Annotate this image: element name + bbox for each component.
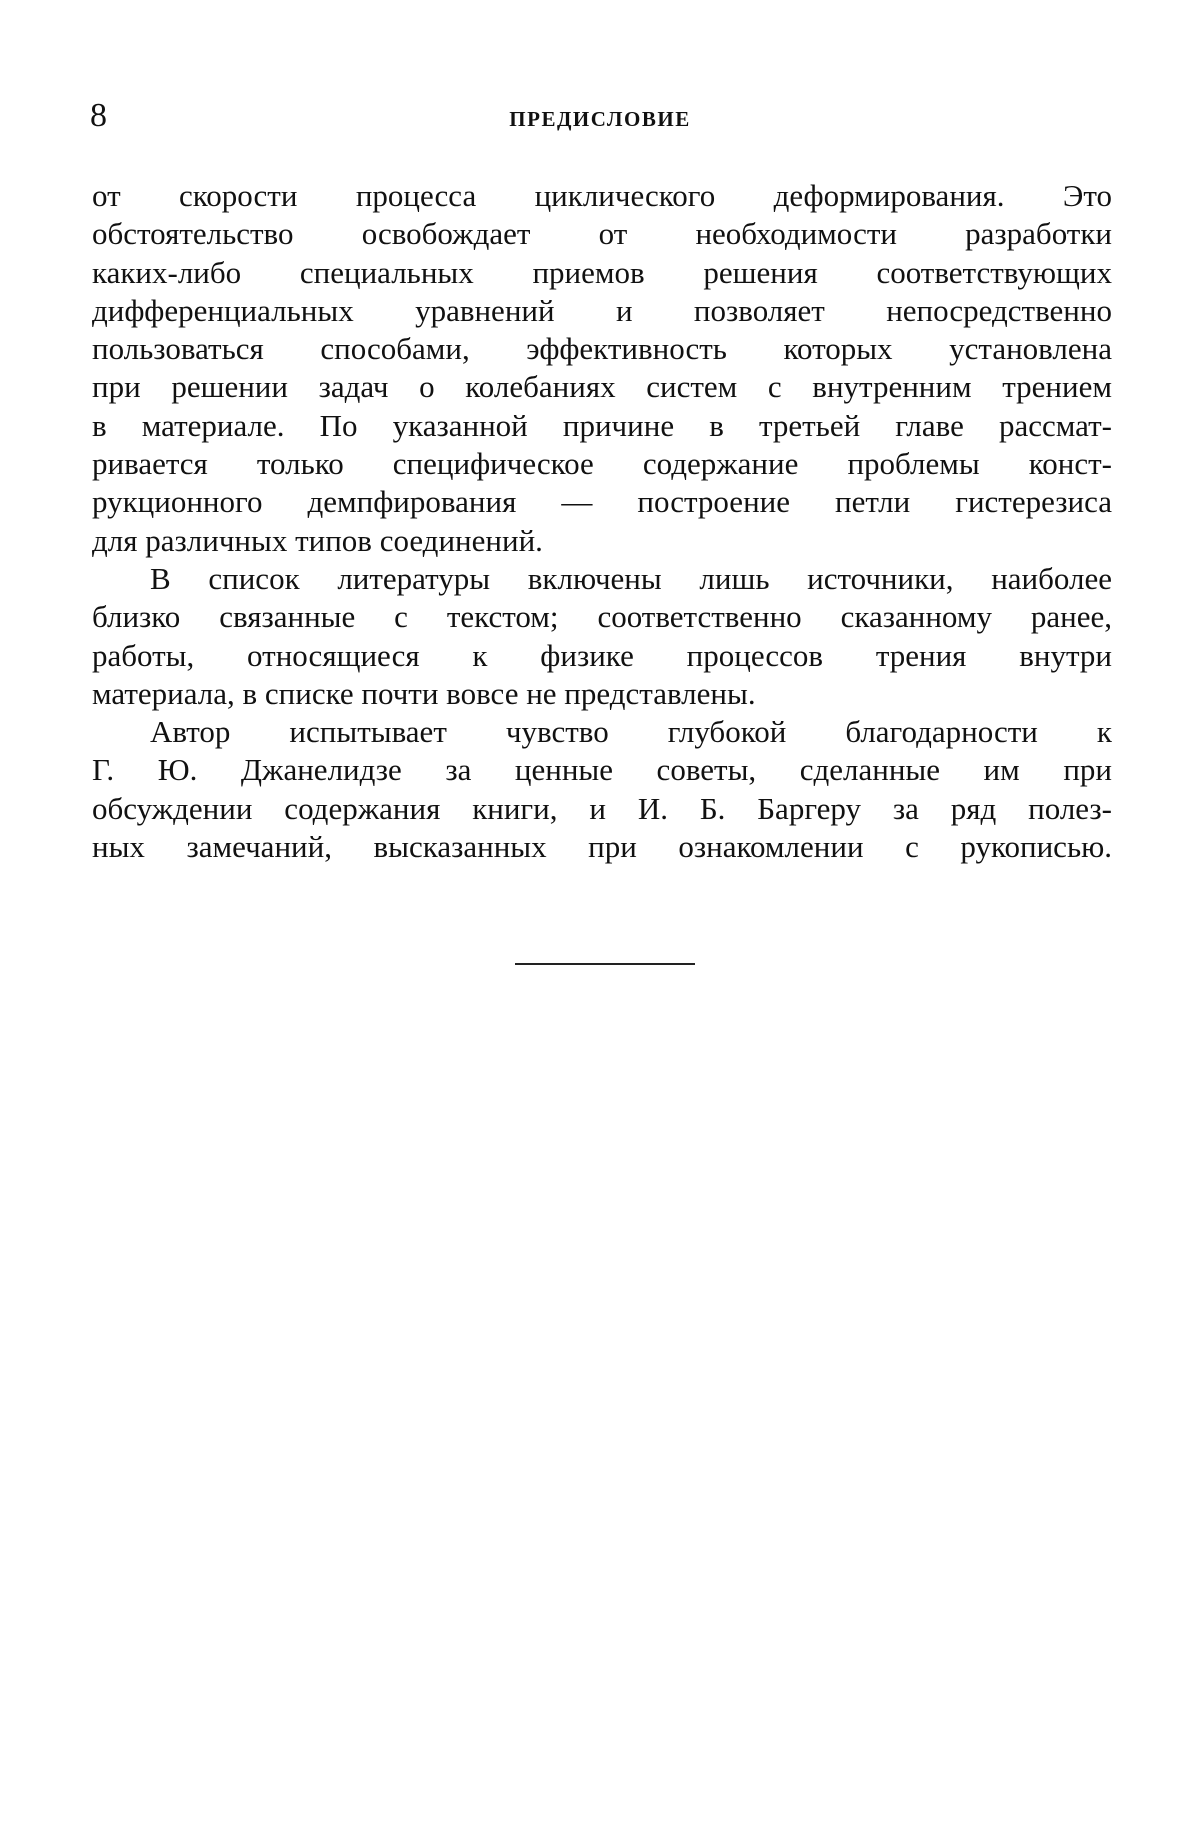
text-line: от скорости процесса циклического деформирования. Это: [92, 178, 1112, 213]
text-line: В список литературы включены лишь источники, наиболее: [150, 560, 1112, 596]
text-line: материала, в списке почти вовсе не представлены.: [92, 675, 756, 711]
text-line: для различных типов соединений.: [92, 522, 543, 558]
body-text: [92, 177, 1112, 866]
text-line: работы, относящиеся к физике процессов трения внутри: [92, 637, 1112, 673]
text-line: каких-либо специальных приемов решения соответствующих: [92, 254, 1112, 290]
running-title: ПРЕДИСЛОВИЕ: [509, 107, 691, 131]
text-line: дифференциальных уравнений и позволяет непосредственно: [92, 292, 1112, 328]
text-line: ных замечаний, высказанных при ознакомлении с рукописью.: [92, 829, 1112, 865]
text-line: в материале. По указанной причине в третьей главе рассмат-: [92, 407, 1112, 443]
text-line: обсуждении содержания книги, и И. Б. Баргеру за ряд полез-: [92, 790, 1112, 826]
text-line: близко связанные с текстом; соответственно сказанному ранее,: [92, 599, 1112, 635]
page-number: 8: [90, 97, 107, 134]
text-line: пользоваться способами, эффективность которых установлена: [92, 331, 1112, 367]
text-line: ривается только специфическое содержание проблемы конст-: [92, 446, 1112, 482]
text-line: при решении задач о колебаниях систем с внутренним трением: [92, 369, 1112, 405]
section-separator-rule: [515, 963, 695, 965]
text-line: рукционного демпфирования — построение петли гистерезиса: [92, 484, 1112, 520]
text-line: Г. Ю. Джанелидзе за ценные советы, сделанные им при: [92, 752, 1112, 788]
text-line: Автор испытывает чувство глубокой благодарности к: [150, 714, 1112, 750]
text-line: обстоятельство освобождает от необходимости разработки: [92, 216, 1112, 252]
